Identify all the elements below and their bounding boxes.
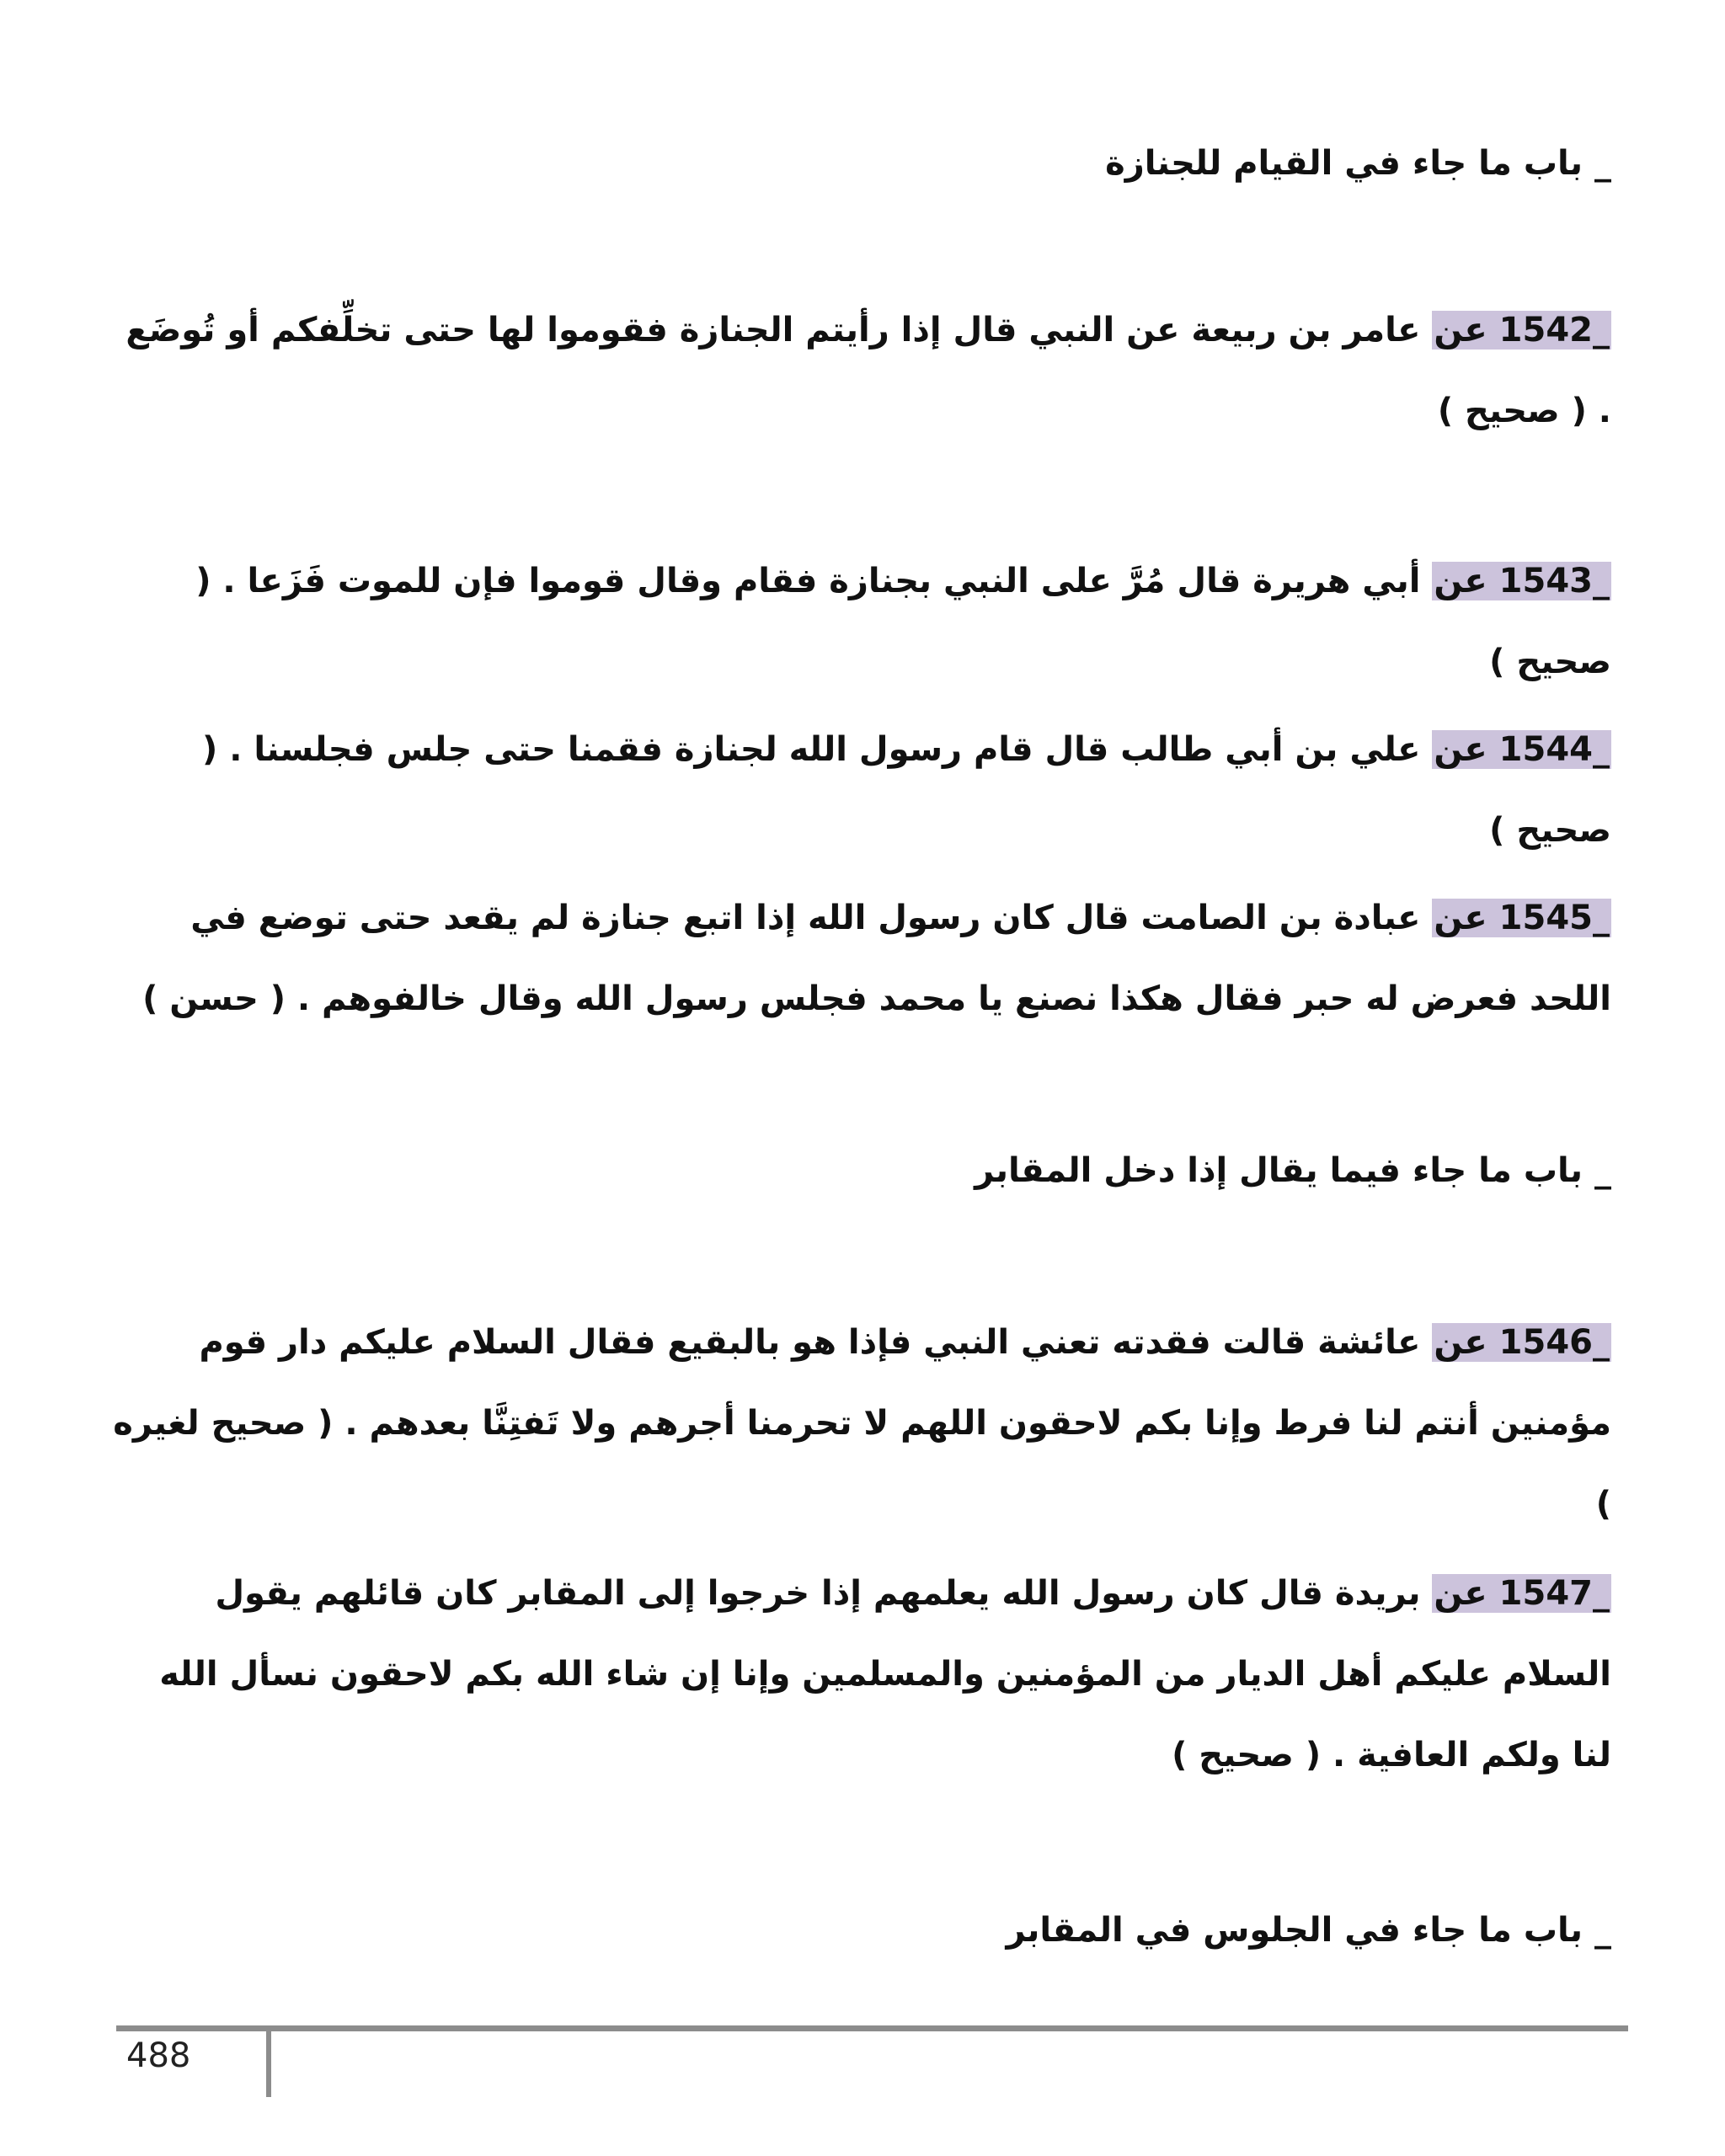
footer-divider-tick bbox=[266, 2028, 271, 2097]
hadith-number-highlight bbox=[1432, 1574, 1611, 1613]
hadith-prefix: عن bbox=[1434, 1323, 1487, 1362]
hadith-text: عامر بن ربيعة عن النبي قال إذا رأيتم الجنازة فقوموا لها حتى تخلِّفكم أو تُوضَع . ( صحيح ) bbox=[126, 311, 1611, 430]
hadith-text: عبادة بن الصامت قال كان رسول الله إذا اتبع جنازة لم يقعد حتى توضع في اللحد فعرض له حبر فقال هكذا نصنع يا محمد فجلس رسول الله وقال خالفوهم . ( حسن ) bbox=[142, 899, 1611, 1018]
section-heading-standing-for-funeral bbox=[112, 123, 1611, 204]
hadith-1544 bbox=[112, 709, 1611, 871]
hadith-prefix: عن bbox=[1434, 899, 1487, 937]
heading-text: _ باب ما جاء فيما يقال إذا دخل المقابر bbox=[975, 1151, 1611, 1190]
hadith-number: 1545_ bbox=[1498, 899, 1610, 937]
hadith-number-highlight bbox=[1432, 899, 1611, 937]
heading-text: _ باب ما جاء في الجلوس في المقابر bbox=[1006, 1911, 1611, 1950]
hadith-prefix: عن bbox=[1434, 311, 1487, 350]
hadith-text: أبي هريرة قال مُرَّ على النبي بجنازة فقام وقال قوموا فإن للموت فَزَعا . ( صحيح ) bbox=[195, 562, 1611, 681]
hadith-number: 1546_ bbox=[1498, 1323, 1610, 1362]
hadith-text: بريدة قال كان رسول الله يعلمهم إذا خرجوا إلى المقابر كان قائلهم يقول السلام عليكم أهل الديار من المؤمنين والمسلمين وإنا إن شاء الله بكم لاحقون نسأل الله لنا ولكم العافية . ( صحيح ) bbox=[159, 1574, 1611, 1774]
hadith-1542 bbox=[112, 290, 1611, 451]
hadith-number-highlight bbox=[1432, 562, 1611, 600]
section-heading-sitting-in-graveyards bbox=[112, 1890, 1611, 1971]
hadith-number: 1542_ bbox=[1498, 311, 1610, 350]
hadith-number: 1543_ bbox=[1498, 562, 1610, 600]
hadith-number: 1547_ bbox=[1498, 1574, 1610, 1613]
hadith-1545 bbox=[112, 878, 1611, 1039]
hadith-number-highlight bbox=[1432, 730, 1611, 769]
hadith-prefix: عن bbox=[1434, 730, 1487, 769]
hadith-1543 bbox=[112, 541, 1611, 702]
footer-divider bbox=[116, 2025, 1628, 2031]
hadith-number-highlight bbox=[1432, 1323, 1611, 1362]
page-number: 488 bbox=[126, 2036, 191, 2075]
hadith-number: 1544_ bbox=[1498, 730, 1610, 769]
section-heading-entering-graveyards bbox=[112, 1130, 1611, 1211]
hadith-1547 bbox=[112, 1553, 1611, 1796]
hadith-text: علي بن أبي طالب قال قام رسول الله لجنازة فقمنا حتى جلس فجلسنا . ( صحيح ) bbox=[202, 730, 1611, 850]
hadith-number-highlight bbox=[1432, 311, 1611, 350]
heading-text: _ باب ما جاء في القيام للجنازة bbox=[1105, 144, 1611, 183]
hadith-text: عائشة قالت فقدته تعني النبي فإذا هو بالبقيع فقال السلام عليكم دار قوم مؤمنين أنتم لنا فرط وإنا بكم لاحقون اللهم لا تحرمنا أجرهم ولا تَفتِنَّا بعدهم . ( صحيح لغيره ) bbox=[113, 1323, 1611, 1524]
hadith-prefix: عن bbox=[1434, 562, 1487, 600]
hadith-prefix: عن bbox=[1434, 1574, 1487, 1613]
hadith-1546 bbox=[112, 1302, 1611, 1545]
